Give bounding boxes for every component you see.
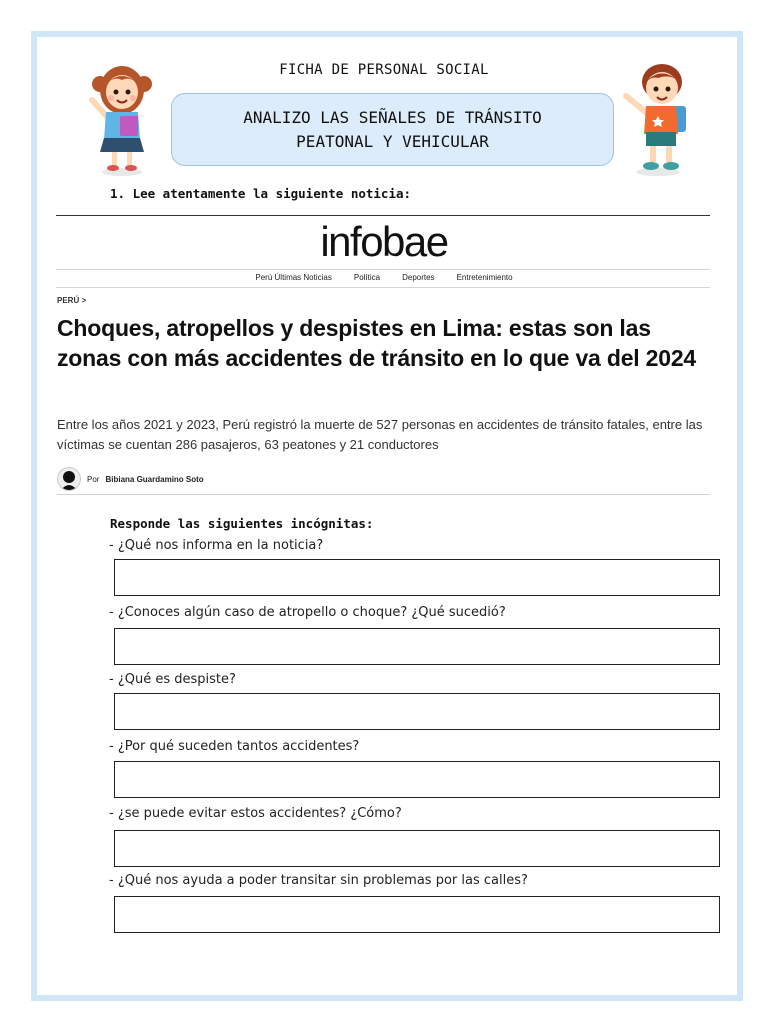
question-5: - ¿se puede evitar estos accidentes? ¿Cómo? — [109, 806, 402, 821]
news-bottom-rule — [56, 494, 710, 495]
author-byline — [57, 467, 204, 491]
question-3: - ¿Qué es despiste? — [109, 672, 236, 687]
avatar — [57, 467, 81, 491]
author-prefix: Por — [87, 474, 100, 484]
question-1: - ¿Qué nos informa en la noticia? — [109, 538, 324, 553]
title-line-2: PEATONAL Y VEHICULAR — [296, 131, 489, 151]
news-top-rule — [56, 215, 710, 216]
question-4: - ¿Por qué suceden tantos accidentes? — [109, 739, 360, 754]
infobae-logo: infobae — [320, 218, 448, 265]
title-line-1: ANALIZO LAS SEÑALES DE TRÁNSITO — [243, 107, 542, 127]
nav-top-rule — [56, 269, 710, 270]
questions-heading: Responde las siguientes incógnitas: — [110, 516, 374, 531]
author-name[interactable]: Bibiana Guardamino Soto — [105, 474, 204, 484]
nav-bottom-rule — [56, 287, 710, 288]
news-nav — [0, 273, 768, 282]
answer-box-6[interactable] — [114, 896, 720, 933]
answer-box-1[interactable] — [114, 559, 720, 596]
answer-box-2[interactable] — [114, 628, 720, 665]
breadcrumb[interactable]: PERÚ > — [57, 296, 87, 305]
news-headline: Choques, atropellos y despistes en Lima: estas son las zonas con más accidentes de tránsito en lo que va del 2024 — [57, 315, 697, 371]
answer-box-5[interactable] — [114, 830, 720, 867]
author-avatar-icon — [58, 468, 80, 490]
question-2: - ¿Conoces algún caso de atropello o choque? ¿Qué sucedió? — [109, 605, 506, 620]
nav-item-deportes[interactable]: Deportes — [402, 273, 435, 282]
instruction-text: 1. Lee atentamente la siguiente noticia: — [110, 186, 412, 201]
answer-box-4[interactable] — [114, 761, 720, 798]
worksheet-header: FICHA DE PERSONAL SOCIAL — [279, 62, 489, 78]
title-box — [171, 93, 614, 166]
nav-item-entretenimiento[interactable]: Entretenimiento — [456, 273, 513, 282]
news-lead: Entre los años 2021 y 2023, Perú registró la muerte de 527 personas en accidentes de tránsito fatales, entre las víctimas se cuentan 286 pasajeros, 63 peatones y 21 conductores — [57, 417, 703, 452]
nav-item-peru[interactable]: Perú Últimas Noticias — [255, 273, 332, 282]
question-6: - ¿Qué nos ayuda a poder transitar sin problemas por las calles? — [109, 873, 528, 888]
nav-item-politica[interactable]: Política — [353, 273, 381, 282]
answer-box-3[interactable] — [114, 693, 720, 730]
